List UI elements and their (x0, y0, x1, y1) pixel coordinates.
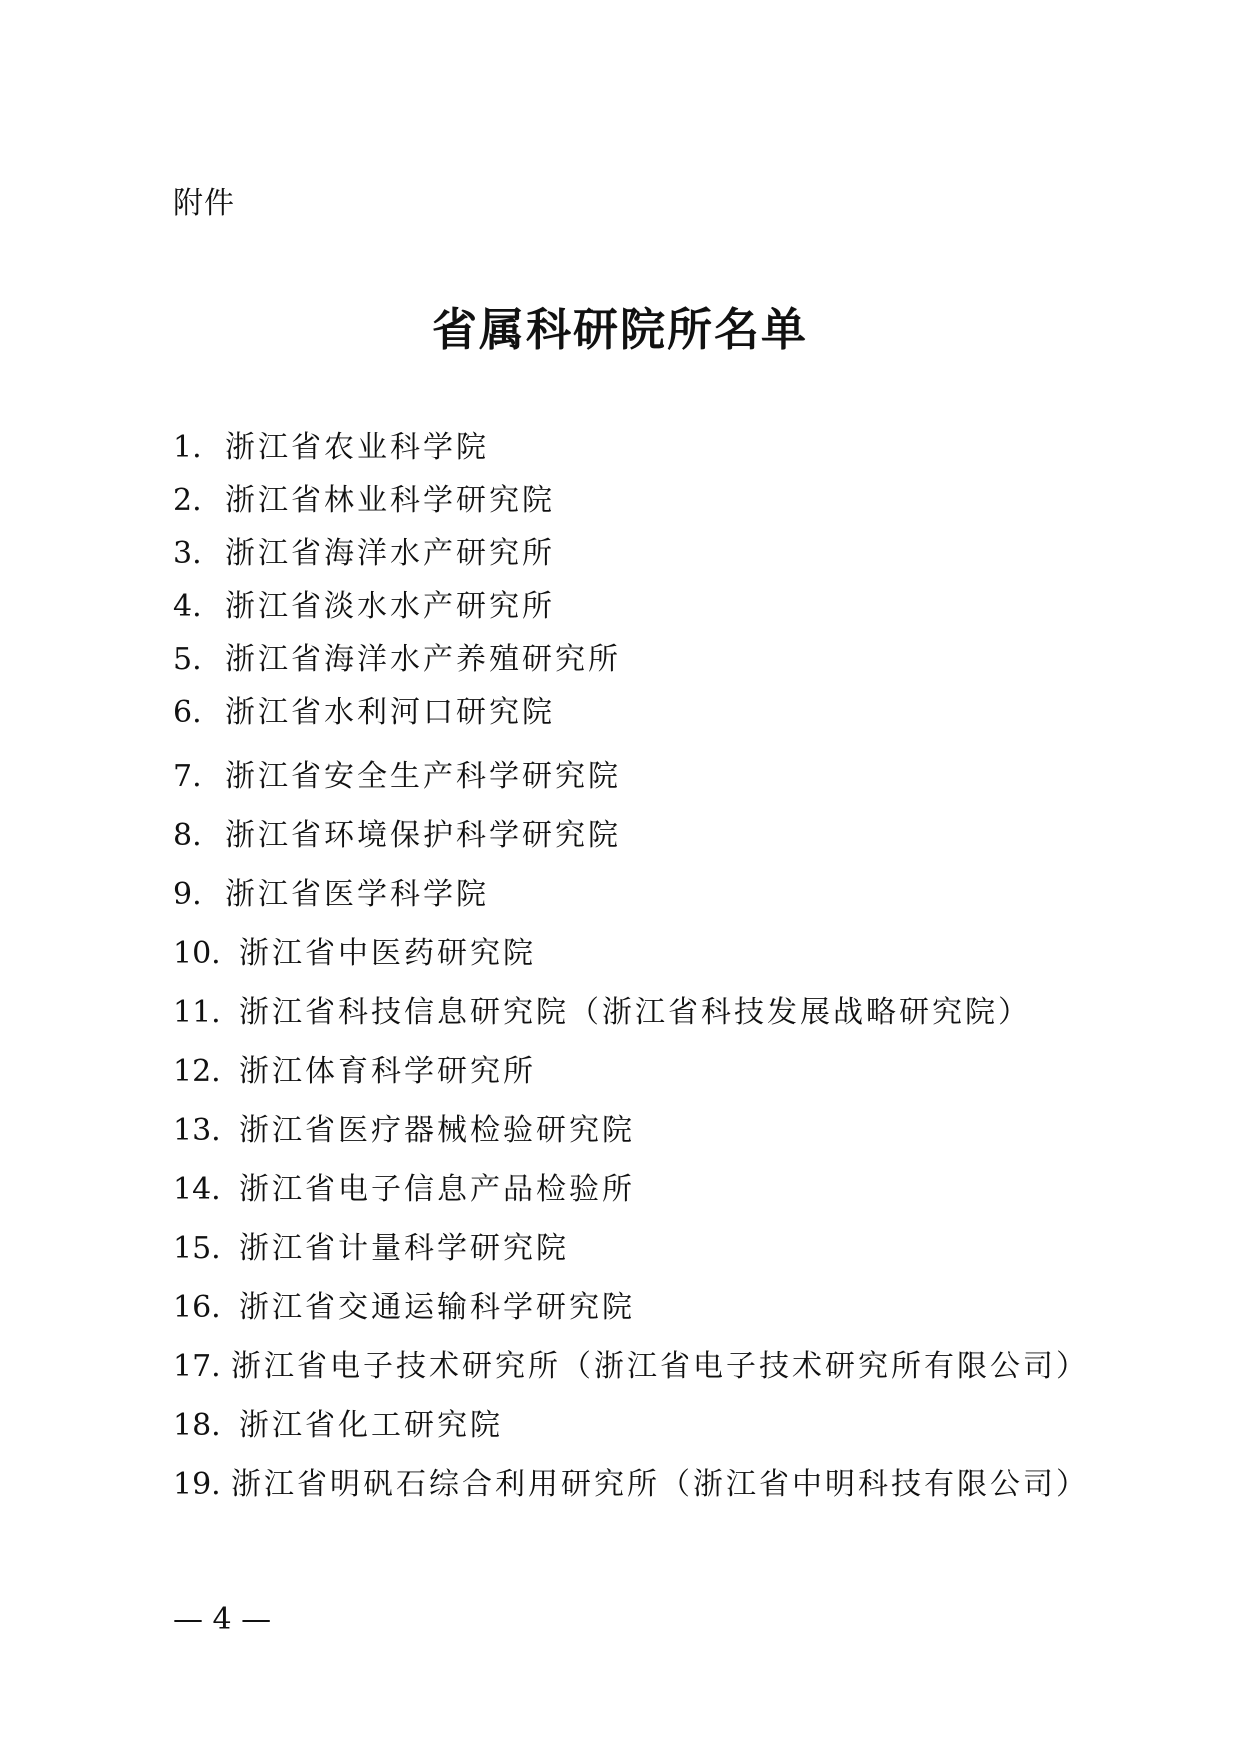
item-number: 18. (173, 1408, 221, 1443)
list-item (173, 757, 621, 797)
item-number: 4. (173, 589, 202, 624)
attachment-label: 附件 (173, 186, 235, 221)
item-name: 浙江省海洋水产研究所 (225, 536, 555, 571)
item-name: 浙江省环境保护科学研究院 (225, 818, 621, 853)
list-item (173, 534, 555, 574)
item-name: 浙江省医疗器械检验研究院 (239, 1113, 635, 1148)
list-item (173, 816, 621, 856)
item-name: 浙江省科技信息研究院（浙江省科技发展战略研究院） (239, 995, 1031, 1030)
item-number: 15. (173, 1231, 221, 1266)
item-number: 13. (173, 1113, 221, 1148)
item-number: 3. (173, 536, 202, 571)
list-item (173, 875, 489, 915)
item-number: 17. (173, 1349, 221, 1384)
list-item (173, 993, 1031, 1033)
item-number: 19. (173, 1467, 221, 1502)
item-name: 浙江省计量科学研究院 (239, 1231, 569, 1266)
list-item (173, 1288, 635, 1328)
item-name: 浙江体育科学研究所 (239, 1054, 536, 1089)
item-name: 浙江省水利河口研究院 (225, 695, 555, 730)
item-number: 10. (173, 936, 221, 971)
item-name: 浙江省电子技术研究所（浙江省电子技术研究所有限公司） (231, 1349, 1089, 1384)
list-item (173, 1406, 503, 1446)
item-name: 浙江省化工研究院 (239, 1408, 503, 1443)
item-name: 浙江省电子信息产品检验所 (239, 1172, 635, 1207)
item-name: 浙江省安全生产科学研究院 (225, 759, 621, 794)
item-name: 浙江省交通运输科学研究院 (239, 1290, 635, 1325)
item-number: 1. (173, 430, 202, 465)
list-item (173, 640, 621, 680)
item-name: 浙江省淡水水产研究所 (225, 589, 555, 624)
list-item (173, 934, 536, 974)
list-item (173, 1170, 635, 1210)
list-item (173, 1229, 569, 1269)
page-number: — 4 — (173, 1602, 272, 1637)
list-item (173, 693, 555, 733)
list-item (173, 1465, 1089, 1505)
item-number: 9. (173, 877, 202, 912)
item-number: 5. (173, 642, 202, 677)
list-item (173, 1052, 536, 1092)
item-name: 浙江省海洋水产养殖研究所 (225, 642, 621, 677)
item-name: 浙江省明矾石综合利用研究所（浙江省中明科技有限公司） (231, 1467, 1089, 1502)
item-number: 11. (173, 995, 221, 1030)
item-number: 12. (173, 1054, 221, 1089)
item-number: 7. (173, 759, 202, 794)
list-item (173, 587, 555, 627)
item-name: 浙江省林业科学研究院 (225, 483, 555, 518)
list-item (173, 428, 489, 468)
item-number: 8. (173, 818, 202, 853)
list-item (173, 1111, 635, 1151)
list-item (173, 1347, 1089, 1387)
item-name: 浙江省医学科学院 (225, 877, 489, 912)
item-number: 16. (173, 1290, 221, 1325)
list-item (173, 481, 555, 521)
item-number: 2. (173, 483, 202, 518)
item-name: 浙江省农业科学院 (225, 430, 489, 465)
page-title: 省属科研院所名单 (431, 303, 808, 356)
item-name: 浙江省中医药研究院 (239, 936, 536, 971)
item-number: 14. (173, 1172, 221, 1207)
item-number: 6. (173, 695, 202, 730)
